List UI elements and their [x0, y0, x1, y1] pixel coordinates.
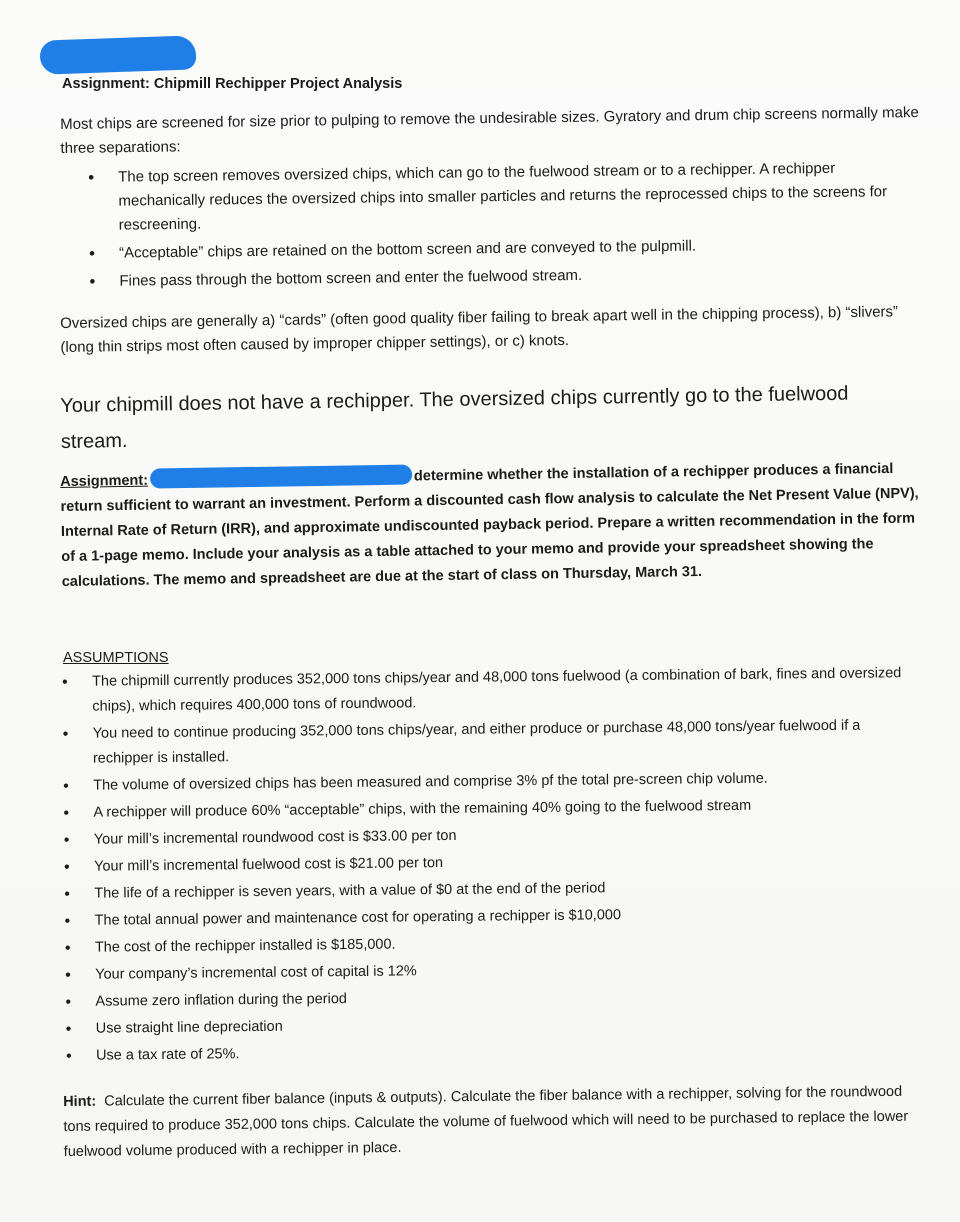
oversized-paragraph: Oversized chips are generally a) “cards” (often good quality fiber failing to break apart well in the chipping process), b) “slivers” (long thin strips most often caused by improper chipper settings), or c) knots.: [60, 303, 899, 356]
intro-paragraph: Most chips are screened for size prior to pulping to remove the undesirable sizes. Gyratory and drum chip screens normally make three separations:: [60, 104, 919, 157]
list-item: • You need to continue producing 352,000 tons chips/year, and either produce or purchase 48,000 tons/year fuelwood if a rechipper is installed.: [63, 713, 923, 772]
list-item: • Assume zero inflation during the period: [65, 981, 925, 1015]
assumptions-list: [62, 661, 926, 1071]
assignment-paragraph: [60, 456, 922, 594]
list-item: • The life of a rechipper is seven years, with a value of $0 at the end of the period: [64, 873, 924, 907]
list-item: • The chipmill currently produces 352,000 tons chips/year and 48,000 tons fuelwood (a combination of bark, fines and oversized chips), which requires 400,000 tons of roundwood.: [62, 661, 922, 720]
statement-paragraph: Your chipmill does not have a rechipper. The oversized chips currently go to the fuelwood stream.: [60, 382, 849, 453]
document-title: Assignment: Chipmill Rechipper Project Analysis: [62, 76, 403, 92]
redaction-mark: [39, 35, 196, 74]
redaction-mark: [150, 464, 412, 488]
hint-paragraph: [63, 1080, 914, 1165]
list-item: • The cost of the rechipper installed is $185,000.: [65, 927, 925, 961]
list-item: • The top screen removes oversized chips, which can go to the fuelwood stream or to a rechipper. A rechipper mechanically reduces the oversized chips into smaller particles and returns the reprocessed chips to the screens for rescreening.: [86, 156, 922, 238]
hint-text: Calculate the current fiber balance (inputs & outputs). Calculate the fiber balance with a rechipper, solving for the roundwood tons required to produce 352,000 tons chips. Calculate the volume of fuelwood which will need to be purchased to replace the lower fuelwood volume produced with a rechipper in place.: [63, 1083, 909, 1160]
hint-label: Hint:: [63, 1093, 97, 1110]
separations-list: [86, 156, 923, 298]
list-item: • The total annual power and maintenance cost for operating a rechipper is $10,000: [65, 900, 925, 934]
list-item: • Fines pass through the bottom screen and enter the fuelwood stream.: [87, 260, 922, 294]
list-item: • Your mill’s incremental fuelwood cost is $21.00 per ton: [64, 846, 924, 880]
list-item: • A rechipper will produce 60% “acceptable” chips, with the remaining 40% going to the fuelwood stream: [63, 792, 923, 826]
assignment-label: Assignment:: [60, 472, 149, 490]
list-item: • Use a tax rate of 25%.: [66, 1035, 926, 1069]
list-item: • Your company’s incremental cost of capital is 12%: [65, 954, 925, 988]
assumptions-heading: ASSUMPTIONS: [63, 650, 169, 666]
list-item: • The volume of oversized chips has been measured and comprise 3% pf the total pre-screen chip volume.: [63, 765, 923, 799]
list-item: • Your mill’s incremental roundwood cost is $33.00 per ton: [64, 819, 924, 853]
list-item: • Use straight line depreciation: [66, 1008, 926, 1042]
assignment-text: determine whether the installation of a rechipper produces a financial return sufficient to warrant an investment. Perform a discounted cash flow analysis to calculate the Net Present Value (NPV), Internal Rate of Return (IRR), and approximate undiscounted payback period. Prepare a written recommendation in the form of a 1-page memo. Include your analysis as a table attached to your memo and provide your spreadsheet showing the calculations. The memo and spreadsheet are due at the start of class on Thursday, March 31.: [60, 460, 919, 590]
list-item: • “Acceptable” chips are retained on the bottom screen and are conveyed to the pulpmill.: [87, 232, 922, 266]
